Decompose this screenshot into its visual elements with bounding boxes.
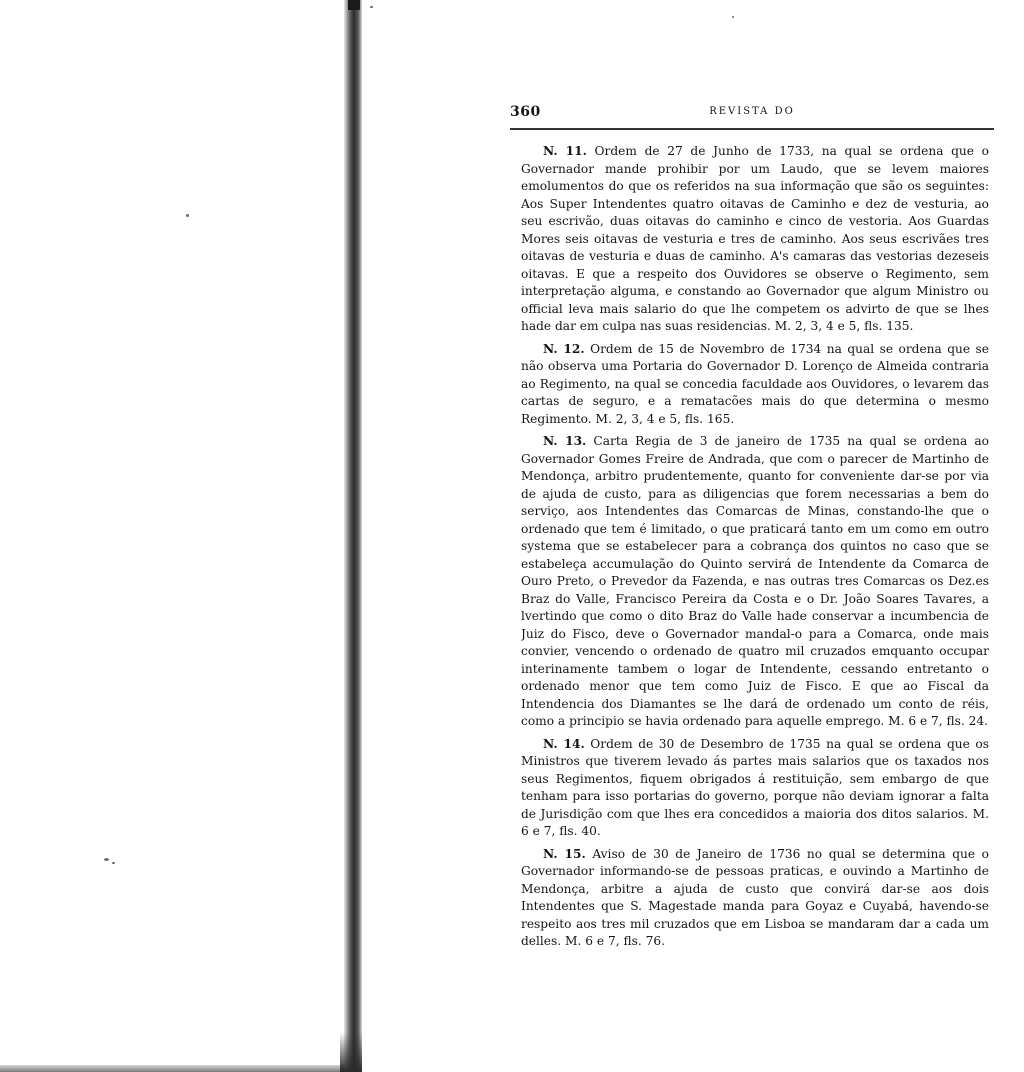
running-head: REVISTA DO [709, 106, 795, 117]
entry-number: N. 11. [543, 144, 587, 158]
header-rule [510, 128, 994, 130]
page-number: 360 [510, 104, 541, 120]
entry-14 [521, 736, 989, 841]
entry-11 [521, 143, 989, 336]
entry-15 [521, 846, 989, 951]
entry-13 [521, 433, 989, 731]
entry-text: Carta Regia de 3 de janeiro de 1735 na qual se ordena ao Governador Gomes Freire de Andrada, que com o parecer de Martinho de Mendonça, arbitro prudentemente, quanto for conveniente dar-se por via de ajuda de custo, para as diligencias que forem necessarias a bem do serviço, aos Intendentes das Comarcas de Minas, constando-lhe que o ordenado que tem é limitado, o que praticará tanto em um como em outro systema que se estabelecer para a cobrança dos quintos no caso que se estabeleça accumulação do Quinto servirá de Intendente da Comarca de Ouro Preto, o Prevedor da Fazenda, e nas outras tres Comarcas os Dez.es Braz do Valle, Francisco Pereira da Costa e o Dr. João Soares Tavares, a lvertindo que como o dito Braz do Valle hade conservar a incumbencia de Juiz do Fisco, deve o Governador mandal-o para a Comarca, onde mais convier, vencendo o ordenado de quatro mil cruzados emquanto occupar interinamente tambem o logar de Intendente, cessando entretanto o ordenado menor que tem como Juiz de Fisco. E que ao Fiscal da Intendencia dos Diamantes se lhe dará de ordenado um conto de réis, como a principio se havia ordenado para aquelle emprego. M. 6 e 7, fls. 24. [521, 434, 989, 728]
page-header [510, 104, 994, 124]
entry-number: N. 15. [543, 846, 586, 861]
page-edge-shadow [0, 1065, 350, 1072]
paper-speck [732, 16, 734, 18]
entry-number: N. 12. [543, 341, 585, 356]
paper-speck [112, 862, 115, 864]
left-blank-page [0, 0, 345, 1072]
page-body [521, 143, 989, 983]
entry-text: Aviso de 30 de Janeiro de 1736 no qual se determina que o Governador informando-se de pessoas praticas, e ouvindo a Martinho de Mendonça, arbitre a ajuda de custo que convirá dar-se aos dois Intendentes que S. Magestade manda para Goyaz e Cuyabá, havendo-se respeito aos tres mil cruzados que em Lisboa se mandaram dar a cada um delles. M. 6 e 7, fls. 76. [521, 846, 989, 948]
gutter-top-edge [348, 0, 360, 10]
entry-12 [521, 341, 989, 429]
entry-text: Ordem de 27 de Junho de 1733, na qual se ordena que o Governador mande prohibir por um Laudo, que se levem maiores emolumentos do que os referidos na sua informação que são os seguintes: Aos Super Intendentes quatro oitavas de Caminho e dez de vesturia, ao seu escrivão, duas oitavas do caminho e cinco de vestoria. Aos Guardas Mores seis oitavas de vesturia e tres de caminho. Aos seus escrivães tres oitavas de vesturia e duas de caminho. A's camaras das vestorias dezeseis oitavas. E que a respeito dos Ouvidores se observe o Regimento, sem interpretação alguma, e constando ao Governador que algum Ministro ou official leva mais salario do que lhe competem os advirto de que se lhes hade dar em culpa nas suas residencias. M. 2, 3, 4 e 5, fls. 135. [521, 144, 989, 333]
paper-speck [186, 214, 189, 217]
right-printed-page [362, 0, 1024, 1072]
paper-speck [104, 858, 109, 861]
entry-number: N. 13. [543, 434, 587, 448]
paper-speck [370, 6, 373, 8]
entry-text: Ordem de 30 de Desembro de 1735 na qual se ordena que os Ministros que tiverem levado ás partes mais salarios que os taxados nos seus Regimentos, fiquem obrigados á restituição, sem embargo de que tenham para isso portarias do governo, porque não deviam ignorar a falta de Jurisdição com que lhes era concedidos a maioria dos ditos salarios. M. 6 e 7, fls. 40. [521, 736, 989, 838]
book-gutter [344, 0, 362, 1072]
entry-number: N. 14. [543, 736, 585, 751]
entry-text: Ordem de 15 de Novembro de 1734 na qual se ordena que se não observa uma Portaria do Governador D. Lorenço de Almeida contraria ao Regimento, na qual se concedia faculdade aos Ouvidores, o levarem das cartas de seguro, e a rematacões mais do que determina o mesmo Regimento. M. 2, 3, 4 e 5, fls. 165. [521, 341, 989, 426]
